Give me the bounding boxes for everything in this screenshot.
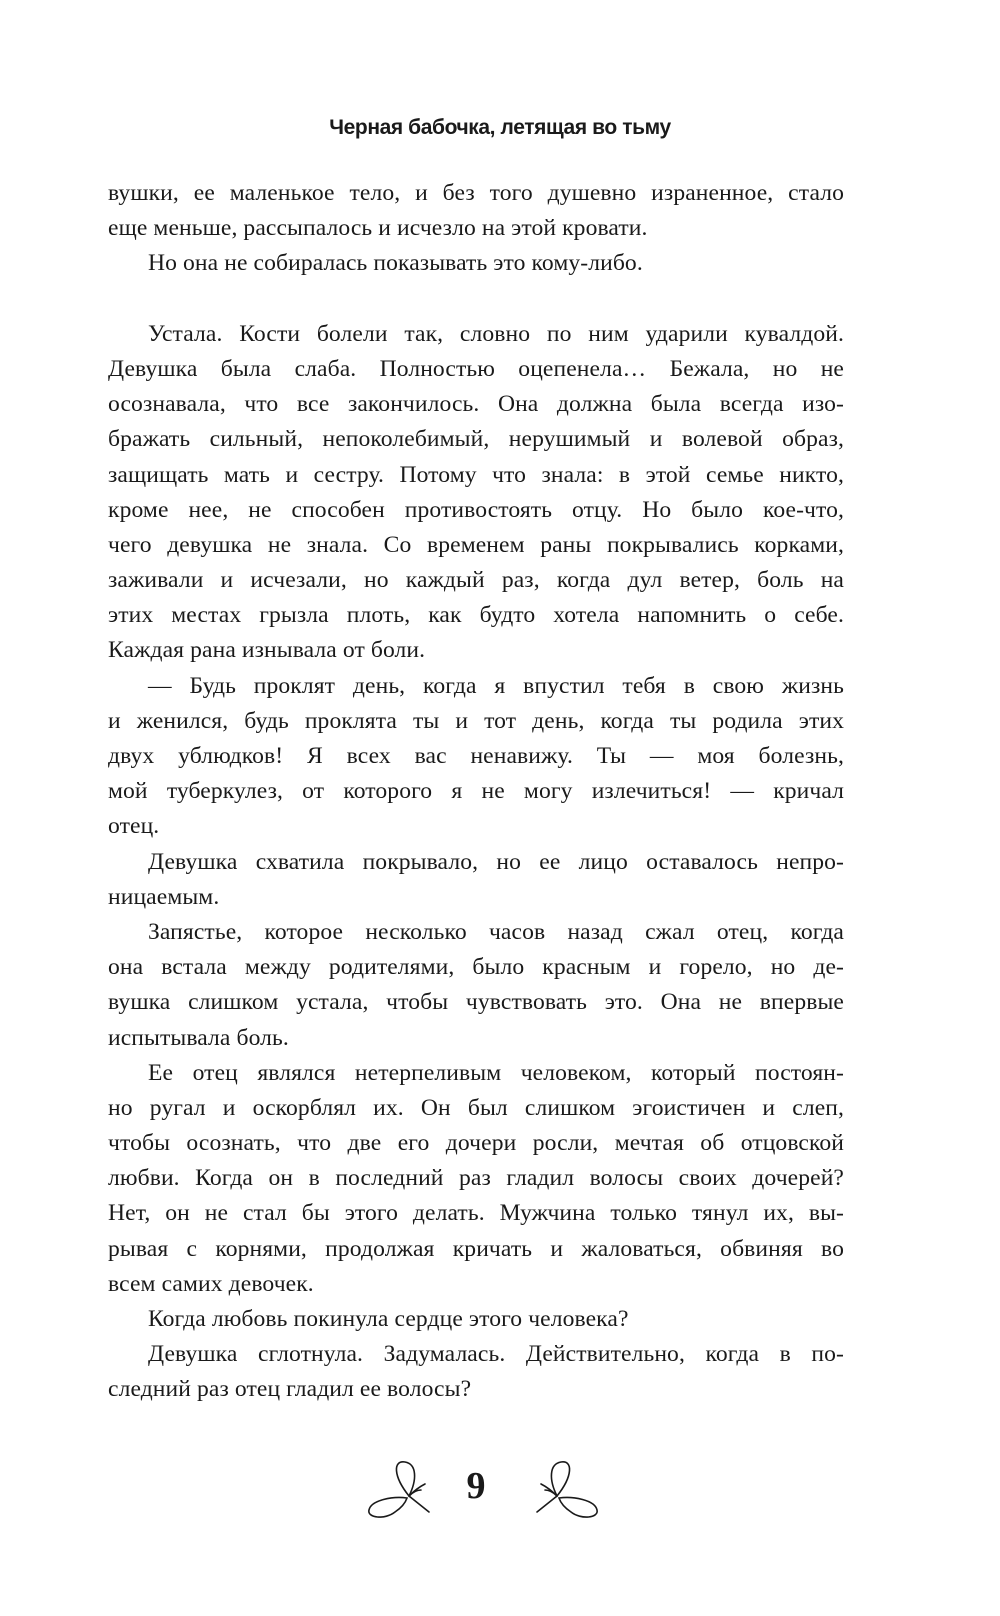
text-line: всем самих девочек.	[108, 1270, 314, 1297]
paragraph	[108, 915, 844, 1056]
butterfly-icon	[527, 1456, 603, 1520]
text-line: защищать мать и сестру. Потому что знала: в этой семье никто,	[108, 461, 844, 488]
text-line: Ее отец являлся нетерпеливым человеком, который постоян-	[148, 1059, 844, 1086]
text-line: рывая с корнями, продолжая кричать и жаловаться, обвиняя во	[108, 1235, 844, 1262]
text-line: бражать сильный, непоколебимый, нерушимый и волевой образ,	[108, 426, 844, 453]
text-line: Девушка была слаба. Полностью оцепенела… Бежала, но не	[108, 355, 844, 382]
text-line: мой туберкулез, от которого я не могу излечиться! — кричал	[108, 778, 844, 805]
text-line: двух ублюдков! Я всех вас ненавижу. Ты — моя болезнь,	[108, 743, 844, 769]
text-line: следний раз отец гладил ее волосы?	[108, 1376, 472, 1403]
text-line: Запястье, которое несколько часов назад сжал отец, когда	[148, 918, 844, 945]
text-line: она встала между родителями, было красным и горело, но де-	[108, 954, 844, 981]
paragraph	[108, 317, 844, 669]
text-line: Девушка сглотнула. Задумалась. Действительно, когда в по-	[148, 1341, 844, 1368]
text-line: Каждая рана изнывала от боли.	[108, 637, 426, 664]
text-line: любви. Когда он в последний раз гладил волосы своих дочерей?	[108, 1165, 844, 1192]
text-line: этих местах грызла плоть, как будто хотела напомнить о себе.	[108, 602, 844, 629]
text-line: — Будь проклят день, когда я впустил тебя в свою жизнь	[148, 672, 844, 699]
text-line: кроме нее, не способен противостоять отцу. Но было кое-что,	[108, 496, 844, 523]
body-text	[108, 176, 844, 1408]
text-line: Девушка схватила покрывало, но ее лицо оставалось непро-	[148, 848, 844, 875]
text-line: Когда любовь покинула сердце этого человека?	[148, 1306, 629, 1332]
butterfly-icon	[363, 1456, 439, 1520]
paragraph	[108, 845, 844, 915]
text-line: чтобы осознать, что две его дочери росли, мечтая об отцовской	[108, 1130, 844, 1157]
text-line: вушка слишком устала, чтобы чувствовать это. Она не впервые	[108, 989, 844, 1016]
text-line: осознавала, что все закончилось. Она должна была всегда изо-	[108, 391, 844, 418]
paragraph	[108, 1056, 844, 1302]
running-head: Черная бабочка, летящая во тьму	[329, 116, 671, 139]
text-line: вушки, ее маленькое тело, и без того душевно израненное, стало	[108, 180, 844, 206]
text-line: но ругал и оскорблял их. Он был слишком эгоистичен и слеп,	[108, 1094, 844, 1121]
text-line: еще меньше, рассыпалось и исчезло на этой кровати.	[108, 215, 648, 242]
text-line: Нет, он не стал бы этого делать. Мужчина только тянул их, вы-	[108, 1200, 844, 1227]
section-break	[108, 282, 844, 317]
page-folio	[0, 1456, 1000, 1536]
paragraph	[108, 246, 844, 281]
text-line: испытывала боль.	[108, 1024, 289, 1051]
text-line: отец.	[108, 813, 160, 840]
page-number: 9	[466, 1465, 486, 1507]
paragraph	[108, 176, 844, 246]
text-line: Но она не собиралась показывать это кому-либо.	[148, 250, 643, 277]
text-line: ницаемым.	[108, 883, 220, 910]
paragraph	[108, 669, 844, 845]
paragraph	[108, 1302, 844, 1337]
text-line: чего девушка не знала. Со временем раны покрывались корками,	[108, 531, 844, 558]
paragraph	[108, 1337, 844, 1407]
text-line: и женился, будь проклята ты и тот день, когда ты родила этих	[108, 707, 844, 734]
text-line: заживали и исчезали, но каждый раз, когда дул ветер, боль на	[108, 567, 844, 594]
text-line: Устала. Кости болели так, словно по ним ударили кувалдой.	[148, 320, 844, 347]
